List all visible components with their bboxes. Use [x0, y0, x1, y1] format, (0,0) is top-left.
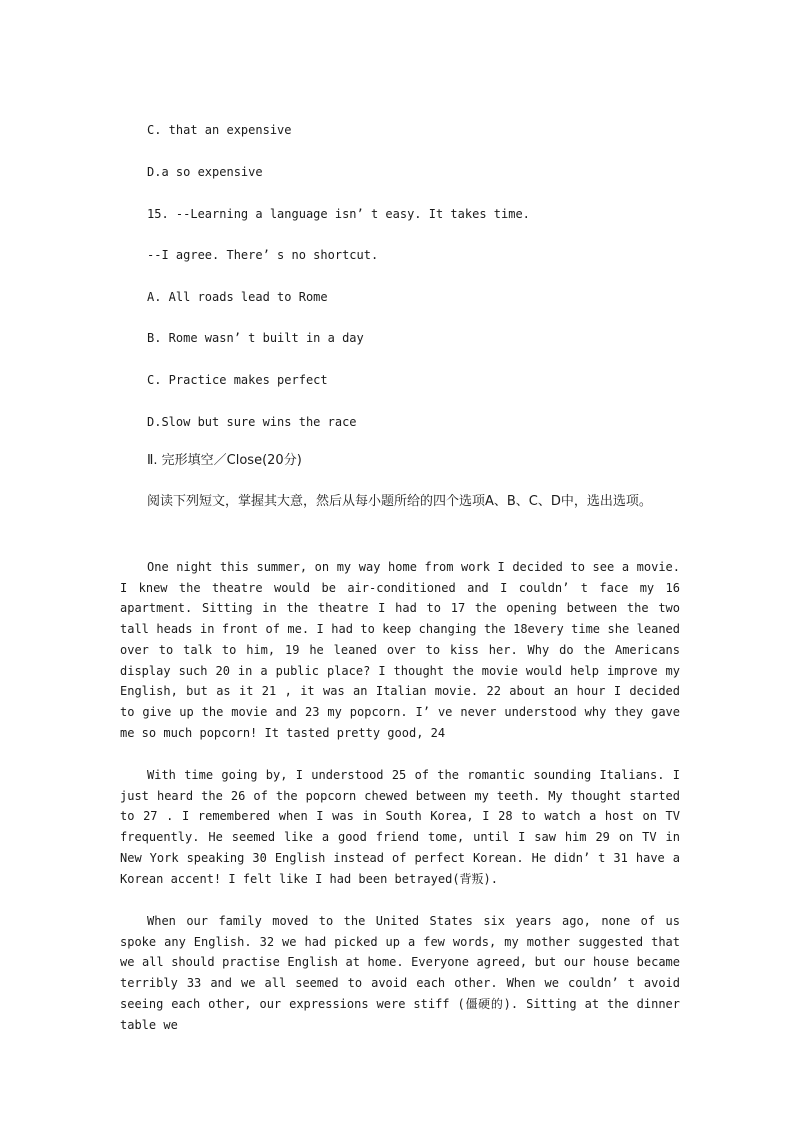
question-15-reply: --I agree. There’ s no shortcut.: [147, 248, 379, 262]
option-a-q15: A. All roads lead to Rome: [147, 290, 328, 304]
section-heading: Ⅱ. 完形填空／Close(20分): [147, 453, 302, 468]
option-b-q15: B. Rome wasn’ t built in a day: [147, 331, 364, 345]
question-15-prompt: 15. --Learning a language isn’ t easy. It takes time.: [147, 207, 530, 221]
option-c-q14: C. that an expensive: [147, 123, 292, 137]
option-d-q14: D.a so expensive: [147, 165, 263, 179]
option-d-q15: D.Slow but sure wins the race: [147, 415, 357, 429]
option-c-q15: C. Practice makes perfect: [147, 373, 328, 387]
passage-paragraph-2: With time going by, I understood 25 of the romantic sounding Italians. I just heard the 26 of the popcorn chewed between my teeth. My thought started to 27 . I remembered when I was in South Korea, I 28 to watch a host on TV frequently. He seemed like a good friend tome, until I saw him 29 on TV in New York speaking 30 English instead of perfect Korean. He didn’ t 31 have a Korean accent! I felt like I had been betrayed(背叛).: [120, 768, 680, 886]
passage-paragraph-3: When our family moved to the United States six years ago, none of us spoke any English. 32 we had picked up a few words, my mother suggested that we all should practise English at home. Everyone agreed, but our house became terribly 33 and we all seemed to avoid each other. When we couldn’ t avoid seeing each other, our expressions were stiff (僵硬的). Sitting at the dinner table we: [120, 914, 680, 1032]
passage-paragraph-1: One night this summer, on my way home from work I decided to see a movie. I knew the theatre would be air-conditioned and I couldn’ t face my 16 apartment. Sitting in the theatre I had to 17 the opening between the two tall heads in front of me. I had to keep changing the 18every time she leaned over to talk to him, 19 he leaned over to kiss her. Why do the Americans display such 20 in a public place? I thought the movie would help improve my English, but as it 21 , it was an Italian movie. 22 about an hour I decided to give up the movie and 23 my popcorn. I’ ve never understood why they gave me so much popcorn! It tasted pretty good, 24: [120, 560, 680, 740]
section-instruction: 阅读下列短文，掌握其大意，然后从每小题所给的四个选项A、B、C、D中，选出选项。: [147, 494, 652, 509]
